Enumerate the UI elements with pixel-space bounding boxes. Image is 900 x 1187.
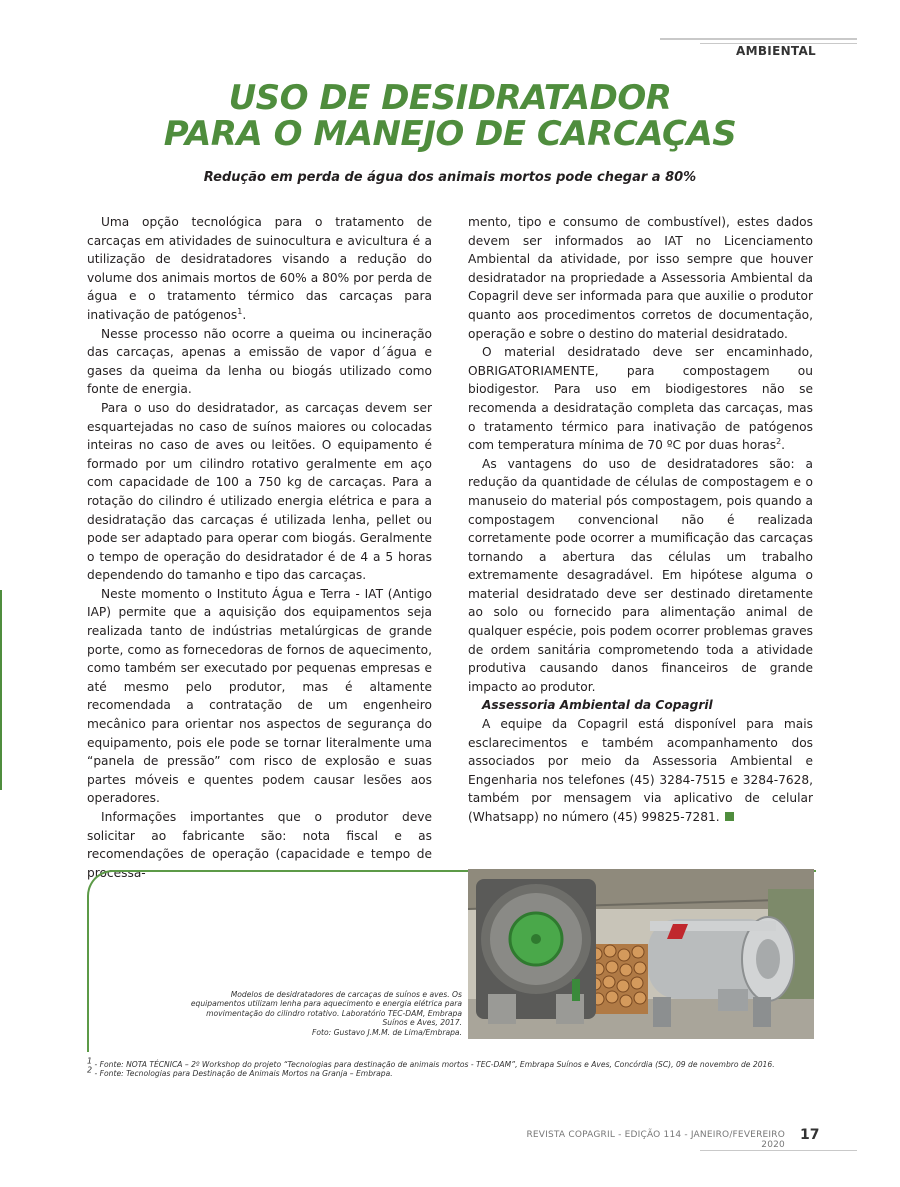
- paragraph-7: As vantagens do uso de desidratadores são: a redução da quantidade de células de compostagem e o manuseio do material pós compostagem, pois quando a compostagem convencional não é realizada corretamente pode ocorrer a mumificação das carcaças tornando a abertura das células um trabalho extremamente desagradável. Em hipótese alguma o material desidratado deve ser destinado diretamente ao solo ou fornecido para alimentação animal de qualquer espécie, pois podem ocorrer problemas graves de ordem sanitária comprometendo toda a atividade produtiva causando danos financeiros de grande impacto ao produtor.: [468, 456, 813, 694]
- caption-line-4: Suínos e Aves, 2017.: [382, 1018, 462, 1028]
- margin-accent-bar: [0, 590, 2, 790]
- paragraph-2: Nesse processo não ocorre a queima ou incineração das carcaças, apenas a emissão de vapor d´água e gases da queima da lenha ou biogás utilizado como fonte de energia.: [87, 326, 432, 397]
- footer-rule: [700, 1150, 857, 1151]
- dehydrator-photo: [468, 869, 814, 1039]
- paragraph-5-continued: mento, tipo e consumo de combustível), estes dados devem ser informados ao IAT no Licenciamento Ambiental da atividade, por isso sempre que houver desidratador na propriedade a Assessoria Ambiental da Copagril deve ser informada para que auxilie o produtor quanto aos procedimentos corretos de documentação, operação e sobre o destino do material desidratado.: [468, 215, 813, 341]
- paragraph-1-text: Uma opção tecnológica para o tratamento de carcaças em atividades de suinocultura e avicultura é a utilização de desidratadores visando a redução do volume dos animais mortos de 60% a 80% por perda de água e o tratamento térmico das carcaças para inativação de patógenos: [87, 215, 432, 322]
- caption-line-1: Modelos de desidratadores de carcaças de suínos e aves. Os: [230, 990, 462, 999]
- paragraph-4: Neste momento o Instituto Água e Terra - IAT (Antigo IAP) permite que a aquisição dos equipamentos seja realizada tanto de indústrias metalúrgicas de grande porte, como as fornecedoras de fornos de aquecimento, como também ser executado por pequenas empresas e até mesmo pelo produtor, mas é altamente recomendada a contratação de um engenheiro mecânico para orientar nos aspectos de segurança do equipamento, pois ele pode se tornar literalmente uma “panela de pressão” com risco de explosão e suas partes móveis e quentes podem causar lesões aos operadores.: [87, 586, 432, 806]
- footnote-1-text: - Fonte: NOTA TÉCNICA – 2º Workshop do projeto “Tecnologias para destinação de animais mortos - TEC-DAM”, Embrapa Suínos e Aves, Concórdia (SC), 09 de novembro de 2016.: [92, 1060, 775, 1069]
- caption-line-3: movimentação do cilindro rotativo. Laboratório TEC-DAM, Embrapa: [206, 1008, 462, 1018]
- footnote-ref-1: 1: [237, 306, 243, 316]
- article-end-square-icon: [725, 812, 734, 821]
- title-line-1: USO DE DESIDRATADOR: [228, 78, 672, 118]
- paragraph-1-end: .: [242, 307, 247, 322]
- page-number: 17: [800, 1127, 820, 1143]
- figure-caption: [150, 990, 462, 1037]
- footnote-ref-2: 2: [776, 437, 782, 447]
- paragraph-5: Informações importantes que o produtor deve solicitar ao fabricante são: nota fiscal e as recomendações de operação (capacidade e tempo de processa-: [87, 810, 432, 880]
- header-rule: [660, 38, 857, 40]
- paragraph-8: [468, 715, 813, 827]
- footnotes: [87, 1056, 817, 1079]
- footnote-2-marker: 2: [87, 1065, 93, 1075]
- paragraph-6-text: O material desidratado deve ser encaminhado, OBRIGATORIAMENTE, para compostagem ou biodigestor. Para uso em biodigestores não se recomenda a desidratação completa das carcaças, mas o tratamento térmico para inativação de patógenos com temperatura mínima de 70 ºC por duas horas: [468, 345, 813, 453]
- paragraph-6-end: .: [781, 438, 786, 453]
- section-subheading: Assessoria Ambiental da Copagril: [482, 698, 713, 713]
- paragraph-6: [468, 343, 813, 455]
- paragraph-8-text: A equipe da Copagril está disponível para mais esclarecimentos e também acompanhamento dos associados por meio da Assessoria Ambiental e Engenharia nos telefones (45) 3284-7515 e 3284-7628, também por mensagem via aplicativo de celular (Whatsapp) no número (45) 99825-7281.: [468, 717, 813, 824]
- article-subtitle: Redução em perda de água dos animais mortos pode chegar a 80%: [203, 170, 697, 185]
- paragraph-3: Para o uso do desidratador, as carcaças devem ser esquartejadas no caso de suínos maiores ou colocadas inteiras no caso de aves ou leitões. O equipamento é formado por um cilindro rotativo geralmente em aço com capacidade de 100 a 750 kg de carcaças. Para a rotação do cilindro é utilizado energia elétrica e para a desidratação das carcaças é utilizada lenha, pellet ou pode ser adaptado para operar com biogás. Geralmente o tempo de operação do desidratador é de 4 a 5 horas dependendo do tamanho e tipo das carcaças.: [87, 400, 432, 583]
- footnote-1: [87, 1056, 817, 1069]
- dehydrator-photo-illustration: [468, 869, 814, 1039]
- caption-line-2: equipamentos utilizam lenha para aquecimento e energia elétrica para: [190, 999, 462, 1009]
- paragraph-1: [87, 213, 432, 325]
- column-left: [87, 213, 432, 882]
- article-title: [0, 80, 900, 152]
- footnote-1-marker: 1: [87, 1056, 93, 1066]
- footnote-2: [87, 1065, 817, 1079]
- caption-line-5: Foto: Gustavo J.M.M. de Lima/Embrapa.: [312, 1027, 462, 1037]
- footer-magazine-info: REVISTA COPAGRIL - EDIÇÃO 114 - JANEIRO/FEVEREIRO 2020: [526, 1130, 785, 1150]
- column-right: [468, 213, 813, 827]
- footnote-2-text: - Fonte: Tecnologias para Destinação de Animais Mortos na Granja – Embrapa.: [92, 1069, 393, 1079]
- section-label: AMBIENTAL: [736, 44, 816, 58]
- title-line-2: PARA O MANEJO DE CARCAÇAS: [163, 114, 737, 154]
